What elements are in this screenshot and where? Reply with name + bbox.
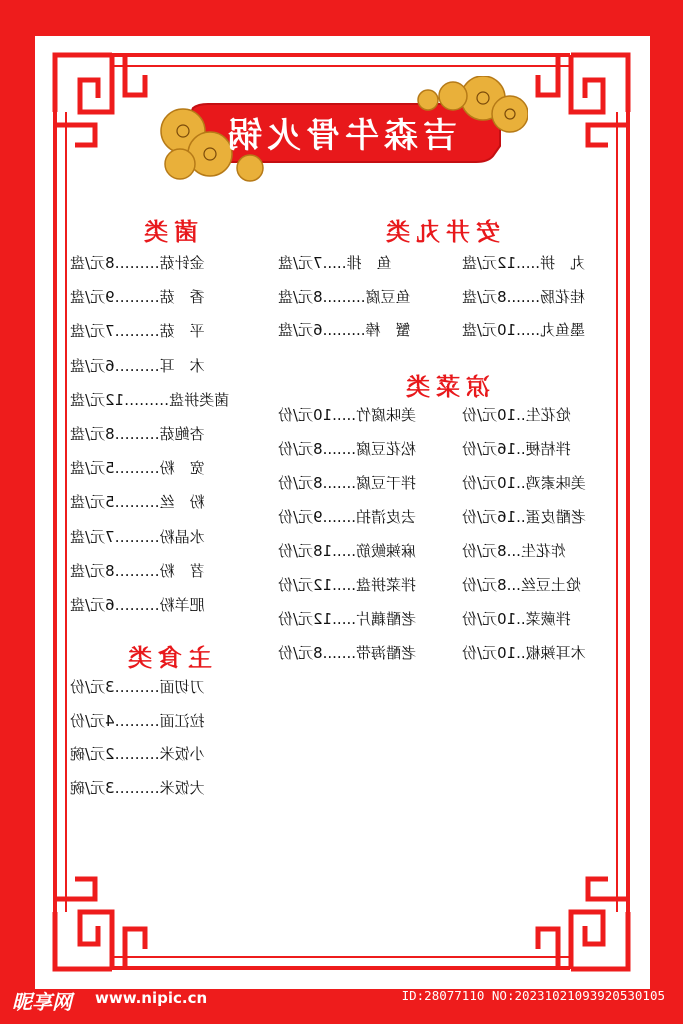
menu-item: 菌类拼盘………12元/盘	[70, 390, 230, 409]
menu-item: 大饭米………3元/碗	[70, 778, 205, 797]
menu-item: 宽 粉………5元/盘	[70, 459, 205, 478]
menu-item: 金针菇………8元/盘	[70, 254, 205, 272]
menu-item: 苕 粉………8元/盘	[70, 561, 205, 580]
menu-item: 拌菜拼盘.....12元/份	[278, 576, 416, 594]
menu-item: 水晶粉………7元/盘	[70, 527, 205, 546]
heading-mushrooms: 菌类	[138, 218, 198, 246]
menu-item: 刀切面………3元/份	[70, 678, 205, 696]
menu-item: 炸花生...8元/份	[462, 542, 566, 560]
menu-item: 老醋皮蛋..16元/份	[462, 508, 586, 526]
footer-id: ID:28077110 NO:20231021093920530105	[401, 988, 665, 1003]
menu-item: 松花豆腐.......8元/份	[278, 440, 416, 458]
menu-item: 丸 拼.....12元/盘	[462, 254, 585, 272]
menu-item: 墨鱼丸.....10元/盘	[462, 321, 585, 339]
menu-item: 平 菇………7元/盘	[70, 322, 205, 341]
footer-brand: 昵享网	[12, 990, 72, 1014]
menu-item: 拌蕨菜..10元/份	[462, 610, 571, 628]
heading-cold: 凉菜类	[400, 373, 490, 401]
menu-item: 美味腐竹.....10元/份	[278, 406, 416, 424]
menu-item: 木耳辣椒..10元/份	[462, 644, 586, 662]
menu-item: 粉 丝………5元/盘	[70, 493, 205, 512]
menu-item: 蟹 棒.........6元/盘	[278, 321, 411, 339]
menu-item: 美味素鸡..10元/份	[462, 474, 586, 492]
menu-item: 老醋藕片.....12元/份	[278, 610, 416, 628]
menu-item: 老醋海带.......8元/份	[278, 644, 416, 662]
menu-item: 炝土豆丝...8元/份	[462, 576, 581, 594]
menu-item: 拉江面………4元/份	[70, 711, 205, 730]
menu-item: 拌干豆腐.......8元/份	[278, 474, 416, 492]
heading-balls: 安井丸类	[380, 218, 500, 246]
menu-item: 去皮清拍.......9元/份	[278, 508, 416, 526]
menu-item: 鱼 排.....7元/盘	[278, 254, 392, 272]
menu-item: 鱼豆腐.........8元/盘	[278, 287, 411, 306]
menu-item: 炝花生..10元/份	[462, 406, 571, 424]
menu-item: 桂花肠.......8元/盘	[462, 287, 585, 306]
menu-item: 木 耳………6元/盘	[70, 356, 205, 375]
menu-item: 小饭米………2元/碗	[70, 745, 205, 763]
heading-staples: 主食类	[122, 644, 212, 672]
footer-url: www.nipic.cn	[95, 989, 208, 1007]
menu-item: 麻辣鲅筋.....18元/份	[278, 542, 416, 560]
menu-item: 杏鲍菇………8元/盘	[70, 425, 205, 443]
menu-item: 拌桔梗..16元/份	[462, 440, 571, 458]
page-title: 吉森牛骨火锅	[223, 115, 457, 156]
menu-item: 肥羊粉………6元/盘	[70, 596, 205, 614]
menu-item: 香 菇………9元/盘	[70, 288, 205, 307]
